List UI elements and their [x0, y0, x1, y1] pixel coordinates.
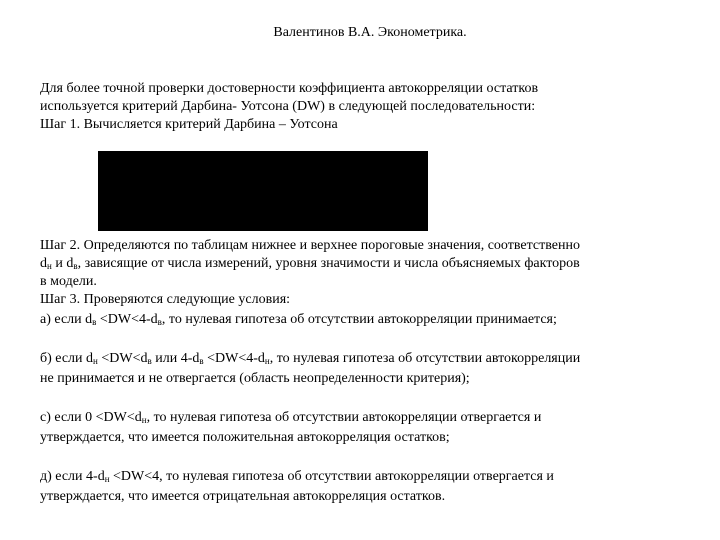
text-fragment: д) если 4-d: [40, 469, 105, 484]
text-fragment: <DW<4-d: [203, 351, 265, 366]
condition-c-line-1: [40, 409, 541, 427]
text-fragment: б) если d: [40, 351, 94, 366]
subscript: в: [199, 356, 204, 366]
condition-a: [40, 311, 557, 329]
intro-line-1: Для более точной проверки достоверности коэффициента автокорреляции остатков: [40, 81, 539, 96]
page-title: Валентинов В.А. Эконометрика.: [273, 25, 467, 40]
step-2-line-3: в модели.: [40, 274, 97, 289]
condition-d-line-1: [40, 468, 554, 486]
step-1-text: Шаг 1. Вычисляется критерий Дарбина – Уотсона: [40, 117, 338, 132]
text-fragment: и d: [51, 256, 74, 271]
formula-image-placeholder: [98, 151, 428, 231]
text-fragment: а) если d: [40, 312, 93, 327]
step-3-heading: Шаг 3. Проверяются следующие условия:: [40, 292, 291, 307]
condition-d-line-2: утверждается, что имеется отрицательная автокорреляция остатков.: [40, 489, 446, 504]
text-fragment: <DW<4, то нулевая гипотеза об отсутствии автокорреляции отвергается и: [109, 469, 554, 484]
subscript: в: [73, 261, 78, 271]
step-2-line-1: Шаг 2. Определяются по таблицам нижнее и верхнее пороговые значения, соответственно: [40, 238, 580, 253]
text-fragment: d: [40, 256, 47, 271]
intro-line-2: используется критерий Дарбина- Уотсона (DW) в следующей последовательности:: [40, 99, 536, 114]
subscript: в: [157, 317, 162, 327]
subscript: н: [47, 261, 52, 271]
text-fragment: <DW<4-d: [96, 312, 158, 327]
subscript: н: [93, 356, 98, 366]
condition-b-line-1: [40, 350, 580, 368]
text-fragment: , то нулевая гипотеза об отсутствии автокорреляции отвергается и: [146, 410, 542, 425]
text-fragment: , зависящие от числа измерений, уровня значимости и числа объясняемых факторов: [77, 256, 580, 271]
subscript: н: [141, 415, 147, 425]
text-fragment: , то нулевая гипотеза об отсутствии автокорреляции: [269, 351, 581, 366]
text-fragment: или 4-d: [151, 351, 200, 366]
subscript: н: [104, 474, 110, 484]
step-2-line-2: [40, 255, 580, 273]
subscript: н: [264, 356, 270, 366]
text-fragment: , то нулевая гипотеза об отсутствии автокорреляции принимается;: [161, 312, 557, 327]
text-fragment: с) если 0 <DW<d: [40, 410, 142, 425]
condition-c-line-2: утверждается, что имеется положительная автокорреляция остатков;: [40, 430, 450, 445]
subscript: в: [147, 356, 152, 366]
condition-b-line-2: не принимается и не отвергается (область неопределенности критерия);: [40, 371, 470, 386]
text-fragment: <DW<d: [97, 351, 148, 366]
subscript: в: [92, 317, 97, 327]
